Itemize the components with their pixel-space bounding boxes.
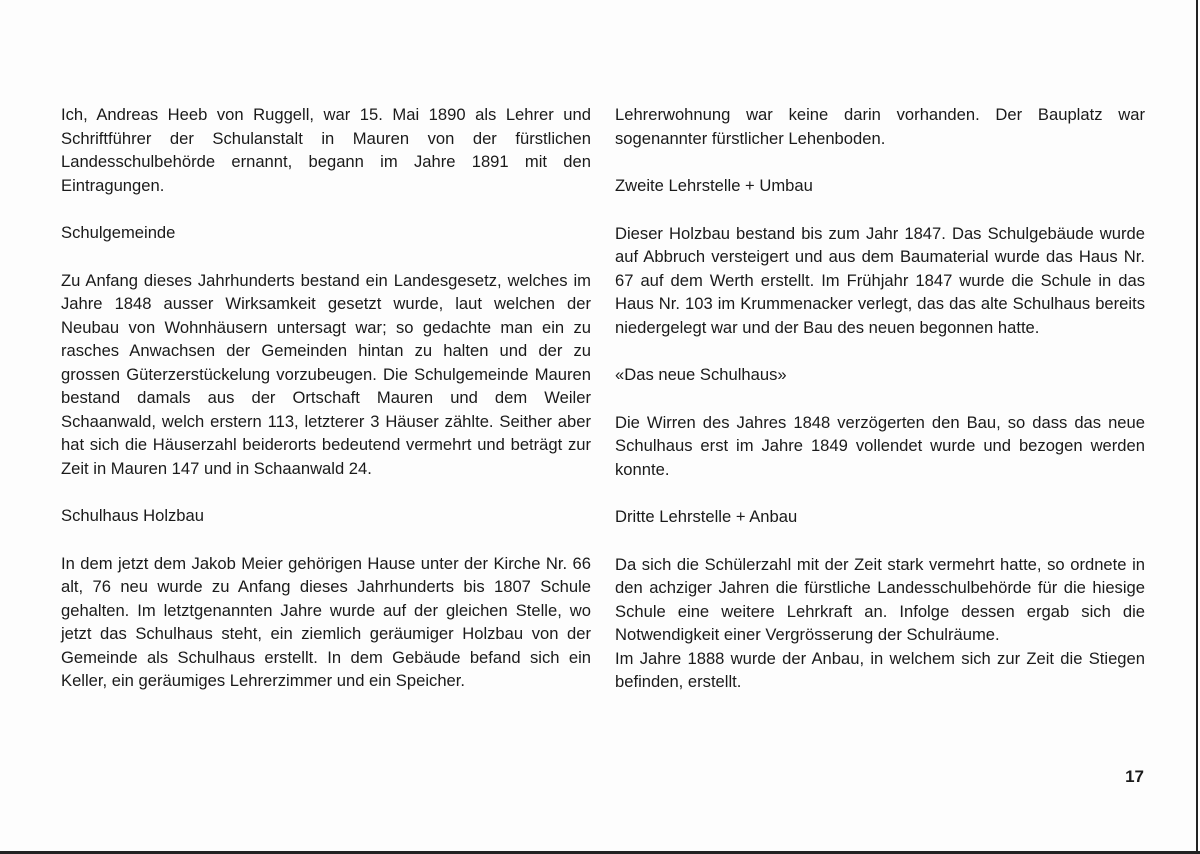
- paragraph-zweite-lehrstelle: Dieser Holzbau bestand bis zum Jahr 1847. Das Schulgebäude wurde auf Abbruch versteigert und aus dem Baumaterial wurde das Haus Nr. 67 auf dem Werth erstellt. Im Frühjahr 1847 wurde die Schule in das Haus Nr. 103 im Krummenacker verlegt, das das alte Schulhaus bereits niedergelegt war und der Bau des neuen begonnen hatte.: [615, 223, 1145, 337]
- right-page-edge: [1196, 0, 1198, 854]
- page-number: 17: [1125, 767, 1144, 786]
- paragraph-dritte-lehrstelle-b: Im Jahre 1888 wurde der Anbau, in welchem sich zur Zeit die Stiegen befinden, erstellt.: [615, 648, 1145, 691]
- heading-schulgemeinde: Schulgemeinde: [61, 223, 176, 242]
- right-column: [615, 103, 1145, 694]
- paragraph-schulgemeinde: Zu Anfang dieses Jahrhunderts bestand ein Landesgesetz, welches im Jahre 1848 ausser Wirksamkeit gesetzt wurde, laut welchen der Neubau von Wohnhäusern untersagt war; so gedachte man ein zu rasches Anwachsen der Gemeinden hintan zu halten und der zu grossen Güterzerstückelung vorzubeugen. Die Schulgemeinde Mauren bestand damals aus der Ortschaft Mauren und dem Weiler Schaanwald, welch erstern 113, letzterer 3 Häuser zählte. Seither aber hat sich die Häuserzahl beiderorts bedeutend vermehrt und beträgt zur Zeit in Mauren 147 und in Schaanwald 24.: [61, 270, 591, 478]
- left-column: [61, 103, 591, 693]
- intro-paragraph: Ich, Andreas Heeb von Ruggell, war 15. Mai 1890 als Lehrer und Schriftführer der Schulanstalt in Mauren von der fürstlichen Landesschulbehörde ernannt, begann im Jahre 1891 mit den Eintragungen.: [61, 105, 591, 195]
- paragraph-schulhaus-holzbau: In dem jetzt dem Jakob Meier gehörigen Hause unter der Kirche Nr. 66 alt, 76 neu wurde zu Anfang dieses Jahrhunderts bis 1807 Schule gehalten. Im letztgenannten Jahre wurde auf der gleichen Stelle, wo jetzt das Schulhaus steht, ein ziemlich geräumiger Holzbau von der Gemeinde als Schulhaus erstellt. In dem Gebäude befand sich ein Keller, ein geräumiges Lehrerzimmer und ein Speicher.: [61, 553, 591, 690]
- paragraph-neue-schulhaus: Die Wirren des Jahres 1848 verzögerten den Bau, so dass das neue Schulhaus erst im Jahre 1849 vollendet wurde und bezogen werden konnte.: [615, 412, 1145, 479]
- paragraph-continuation: Lehrerwohnung war keine darin vorhanden. Der Bauplatz war sogenannter fürstlicher Lehenboden.: [615, 105, 1145, 148]
- heading-dritte-lehrstelle: Dritte Lehrstelle + Anbau: [615, 507, 798, 526]
- paragraph-dritte-lehrstelle-a: Da sich die Schülerzahl mit der Zeit stark vermehrt hatte, so ordnete in den achziger Jahren die fürstliche Landesschulbehörde für die hiesige Schule eine weitere Lehrkraft an. Infolge dessen ergab sich die Notwendigkeit einer Vergrösserung der Schulräume.: [615, 554, 1145, 644]
- heading-zweite-lehrstelle: Zweite Lehrstelle + Umbau: [615, 176, 813, 195]
- heading-schulhaus-holzbau: Schulhaus Holzbau: [61, 506, 204, 525]
- heading-neue-schulhaus: «Das neue Schulhaus»: [615, 365, 787, 384]
